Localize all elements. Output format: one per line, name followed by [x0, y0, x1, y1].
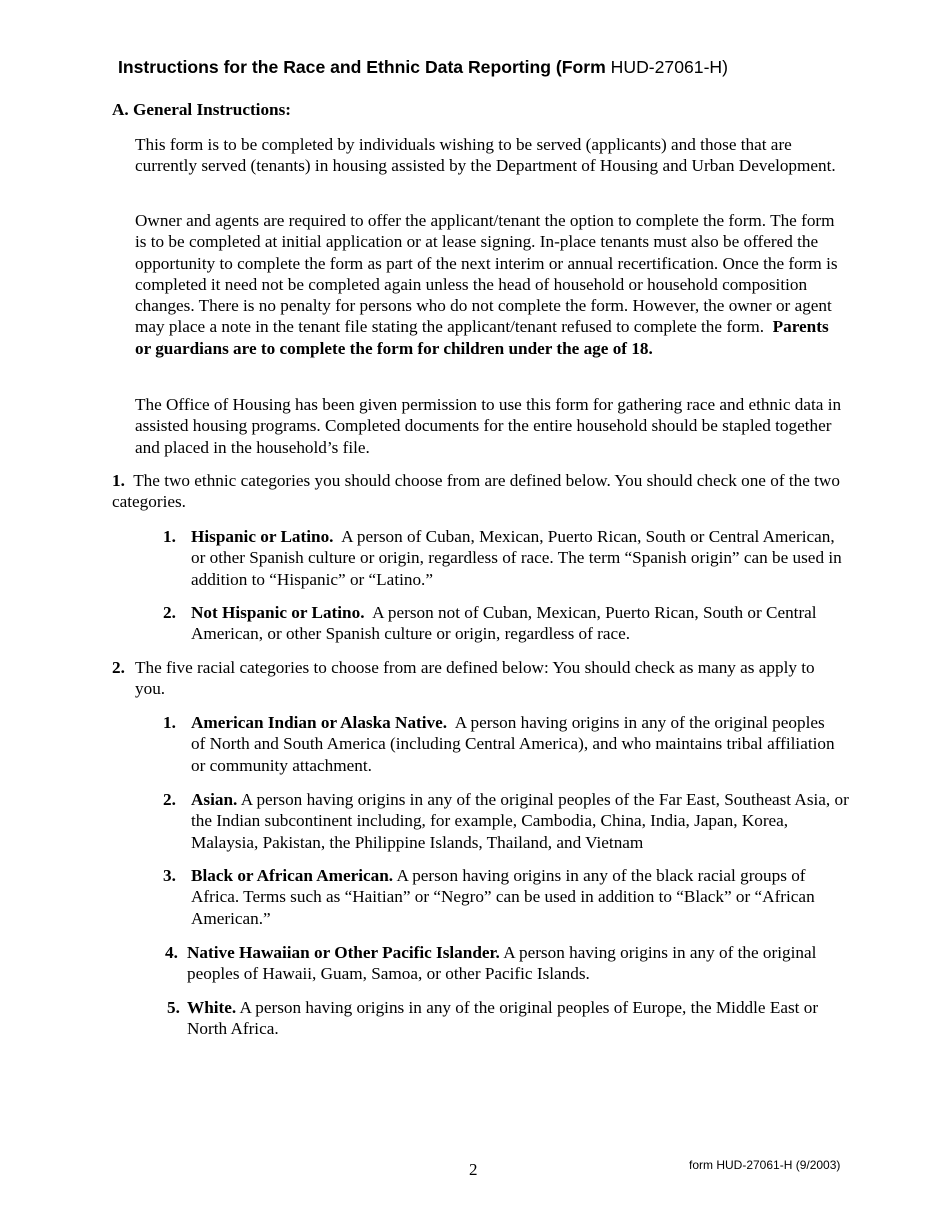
general-paragraph-1: This form is to be completed by individuals wishing to be served (applicants) and those that are currently served (tenants) in housing assisted by the Department of Housing and Urban Development. [135, 135, 836, 176]
page-title-form-number: HUD-27061-H) [605, 57, 728, 77]
ethnic-item-term: Not Hispanic or Latino. [191, 603, 365, 622]
general-paragraph-2 [135, 210, 845, 359]
racial-item-definition: A person having origins in any of the original peoples of Hawaii, Guam, Samoa, or other Pacific Islands. [187, 943, 817, 984]
ethnic-item-term: Hispanic or Latino. [191, 527, 334, 546]
racial-item-body [163, 789, 853, 853]
racial-item-black [163, 865, 843, 929]
racial-item-term: Black or African American. [191, 866, 394, 885]
general-paragraph-2-text: Owner and agents are required to offer the applicant/tenant the option to complete the form. The form is to be completed at initial application or at lease signing. In-place tenants must also be offered the opportunity to complete the form as part of the next interim or annual recertification. Once the form is completed it need not be completed again unless the head of household or household composition changes. There is no penalty for persons who do not complete the form. However, the owner or agent may place a note in the tenant file stating the applicant/tenant refused to complete the form. [135, 211, 838, 337]
ethnic-item-hispanic [163, 526, 843, 590]
racial-item-definition: A person having origins in any of the original peoples of Europe, the Middle East or North Africa. [187, 998, 819, 1039]
form-identifier: form HUD-27061-H (9/2003) [689, 1158, 841, 1172]
ethnic-item-body [163, 526, 843, 590]
racial-item-term: American Indian or Alaska Native. [191, 713, 448, 732]
racial-item-number: 5. [167, 998, 180, 1017]
racial-item-term: Native Hawaiian or Other Pacific Islander. [187, 943, 500, 962]
ethnic-item-definition: A person of Cuban, Mexican, Puerto Rican, South or Central American, or other Spanish culture or origin, regardless of race. The term “Spanish origin” can be used in addition to “Hispanic” or “Latino.” [191, 527, 842, 589]
racial-item-american-indian [163, 712, 843, 776]
racial-item-number: 3. [163, 866, 176, 885]
racial-item-body [163, 865, 843, 929]
racial-item-term: Asian. [191, 790, 238, 809]
racial-intro-text: The five racial categories to choose from are defined below: You should check as many as apply to you. [135, 658, 815, 699]
racial-item-white [167, 997, 847, 1040]
racial-number: 2. [112, 658, 125, 677]
racial-item-body [163, 712, 843, 776]
ethnic-item-body [163, 602, 843, 645]
racial-item-asian [163, 789, 853, 853]
ethnic-item-not-hispanic [163, 602, 843, 645]
ethnic-item-number: 2. [163, 603, 176, 622]
racial-item-number: 4. [165, 943, 178, 962]
racial-item-number: 1. [163, 713, 176, 732]
racial-intro [112, 657, 822, 700]
racial-item-body [167, 997, 847, 1040]
racial-item-body [165, 942, 845, 985]
section-a-heading: A. General Instructions: [112, 100, 292, 119]
general-paragraph-3: The Office of Housing has been given permission to use this form for gathering race and ethnic data in assisted housing programs. Completed documents for the entire household should be stapled together and placed in the household’s file. [135, 395, 842, 457]
page-title-bold: Instructions for the Race and Ethnic Data Reporting (Form [118, 57, 606, 77]
page-title [118, 56, 728, 78]
ethnic-intro [112, 470, 845, 513]
general-paragraph-2-bold: Parents or guardians are to complete the form for children under the age of 18. [135, 317, 829, 358]
racial-item-definition: A person having origins in any of the black racial groups of Africa. Terms such as “Haitian” or “Negro” can be used in addition to “Black” or “African American.” [191, 866, 815, 928]
ethnic-item-number: 1. [163, 527, 176, 546]
racial-item-number: 2. [163, 790, 176, 809]
ethnic-intro-text: The two ethnic categories you should choose from are defined below. You should check one of the two categories. [112, 471, 840, 512]
ethnic-item-definition: A person not of Cuban, Mexican, Puerto Rican, South or Central American, or other Spanish culture or origin, regardless of race. [191, 603, 817, 644]
racial-item-definition: A person having origins in any of the original peoples of North and South America (including Central America), and who maintains tribal affiliation or community attachment. [191, 713, 835, 775]
racial-item-native-hawaiian [165, 942, 845, 985]
racial-item-term: White. [187, 998, 237, 1017]
racial-item-definition: A person having origins in any of the original peoples of the Far East, Southeast Asia, or the Indian subcontinent including, for example, Cambodia, China, India, Japan, Korea, Malaysia, Pakistan, the Philippine Islands, Thailand, and Vietnam [191, 790, 849, 852]
ethnic-number: 1. [112, 471, 125, 490]
page-number: 2 [469, 1160, 478, 1179]
